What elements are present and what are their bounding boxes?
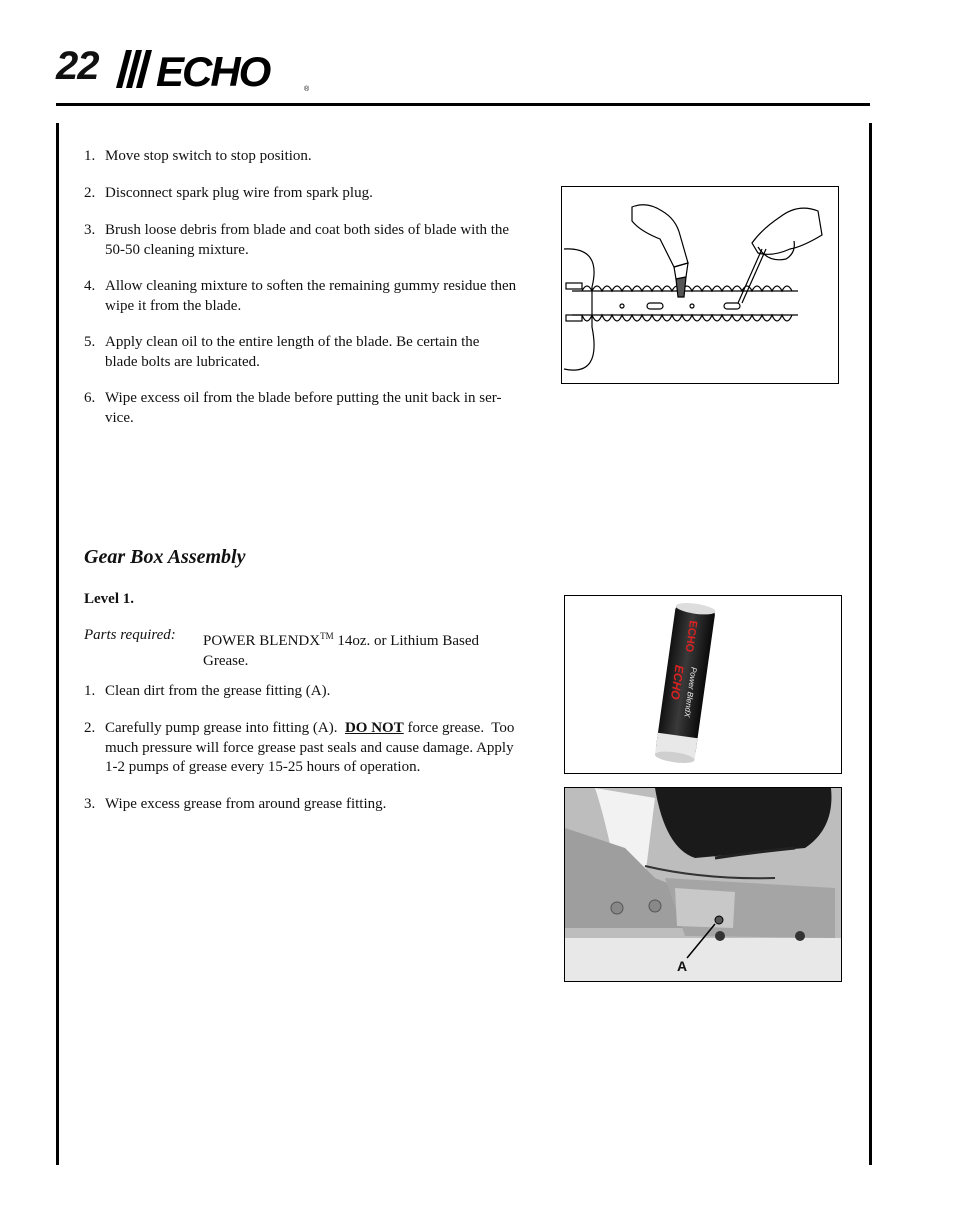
blade-step-4: 4. Allow cleaning mixture to soften the remaining gummy residue then wipe it from the blade.: [84, 278, 517, 314]
tube-brand-top: ECHO: [682, 619, 699, 653]
blade-step-5: 5. Apply clean oil to the entire length of the blade. Be certain the blade bolts are lubricated.: [84, 334, 480, 370]
section-title-gear-box: Gear Box Assembly: [84, 546, 246, 568]
logo-wordmark: ECHO: [156, 48, 270, 94]
page-number: 22: [56, 44, 99, 88]
blade-cleaning-illustration: [561, 186, 839, 384]
gear-box-photo: [564, 787, 842, 982]
header-rule: [56, 103, 870, 106]
tube-product: Power BlendX: [682, 666, 699, 718]
do-not-emphasis: DO NOT: [344, 720, 404, 736]
blade-step-6: 6. Wipe excess oil from the blade before putting the unit back in ser- vice.: [84, 390, 502, 426]
gearbox-step-2: 2. Carefully pump grease into fitting (A). DO NOT force grease. Too much pressure will force grease past seals and cause damage. Apply 1-2 pumps of grease every 15-25 hours of operation.: [84, 720, 515, 775]
left-margin-bar: [56, 123, 59, 1165]
grease-tube-photo: [564, 595, 842, 774]
grease-fitting-label-a: A: [677, 958, 688, 974]
parts-required-label: Parts required:: [84, 627, 176, 643]
parts-required-value: POWER BLENDX™ 14oz. or Lithium Based Grease.: [203, 631, 479, 669]
right-margin-bar: [869, 123, 872, 1165]
echo-logo: [114, 46, 314, 94]
svg-text:®: ®: [304, 86, 310, 93]
tube-brand: ECHO: [667, 664, 687, 701]
level-heading: Level 1.: [84, 591, 134, 607]
blade-step-3: 3. Brush loose debris from blade and coat both sides of blade with the 50-50 cleaning mixture.: [84, 222, 510, 258]
